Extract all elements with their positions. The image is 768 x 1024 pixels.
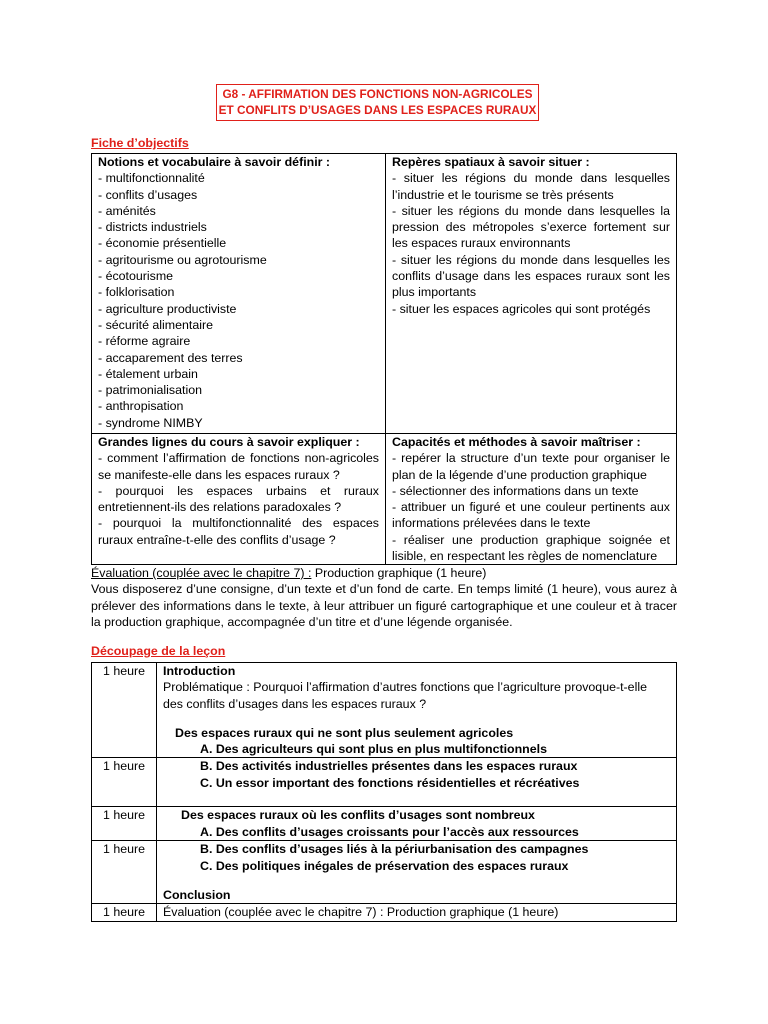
notions-item: - patrimonialisation: [98, 383, 202, 398]
table-row: [92, 904, 677, 921]
notions-item: - districts industriels: [98, 220, 207, 235]
notions-item: - écotourisme: [98, 269, 174, 284]
content-cell: [157, 663, 677, 758]
part-2c: C. Des politiques inégales de préservation des espaces ruraux: [200, 858, 569, 873]
content-cell: [157, 758, 677, 807]
introduction-label: Introduction: [163, 664, 236, 678]
capacites-item: - réaliser une production graphique soignée et lisible, en respectant les règles de nomenclature: [392, 532, 670, 564]
capacites-cell: [386, 434, 677, 565]
part-1b: B. Des activités industrielles présentes dans les espaces ruraux: [200, 759, 578, 774]
part-1-title: Des espaces ruraux qui ne sont plus seulement agricoles: [175, 725, 514, 740]
reperes-header: Repères spatiaux à savoir situer :: [392, 155, 590, 169]
reperes-cell: [386, 154, 677, 434]
objectives-table: [91, 153, 677, 565]
fiche-heading: Fiche d’objectifs: [91, 136, 189, 150]
grandes-lignes-item: - pourquoi les espaces urbains et ruraux entretiennent-ils des relations paradoxales ?: [98, 483, 379, 515]
grandes-lignes-header: Grandes lignes du cours à savoir expliquer :: [98, 435, 360, 449]
notions-item: - accaparement des terres: [98, 350, 243, 365]
part-2a: A. Des conflits d’usages croissants pour l’accès aux ressources: [200, 824, 579, 839]
title-line-1: G8 - AFFIRMATION DES FONCTIONS NON-AGRICOLES: [222, 87, 533, 101]
notions-item: - sécurité alimentaire: [98, 317, 214, 332]
evaluation-value: Production graphique (1 heure): [311, 566, 487, 580]
notions-item: - réforme agraire: [98, 334, 191, 349]
grandes-lignes-item: - comment l’affirmation de fonctions non-agricoles se manifeste-elle dans les espaces ruraux ?: [98, 451, 379, 482]
duration-cell: 1 heure: [92, 807, 157, 841]
notions-item: - multifonctionnalité: [98, 171, 205, 186]
part-1c: C. Un essor important des fonctions résidentielles et récréatives: [200, 775, 580, 790]
duration-cell: 1 heure: [92, 758, 157, 807]
table-row: [92, 841, 677, 904]
part-1a: A. Des agriculteurs qui sont plus en plus multifonctionnels: [200, 742, 547, 757]
notions-item: - syndrome NIMBY: [98, 415, 203, 430]
part-2-title: Des espaces ruraux où les conflits d’usages sont nombreux: [181, 808, 535, 823]
notions-item: - économie présentielle: [98, 236, 227, 251]
capacites-item: - sélectionner des informations dans un texte: [392, 483, 639, 498]
title-line-2: ET CONFLITS D’USAGES DANS LES ESPACES RURAUX: [218, 103, 537, 117]
capacites-header: Capacités et méthodes à savoir maîtriser :: [392, 435, 641, 449]
table-row: [92, 758, 677, 807]
notions-item: - folklorisation: [98, 285, 175, 300]
notions-cell: [92, 154, 386, 434]
notions-item: - agriculture productiviste: [98, 301, 237, 316]
content-cell: [157, 841, 677, 904]
notions-item: - anthropisation: [98, 399, 184, 414]
problematique-text: Problématique : Pourquoi l’affirmation d’autres fonctions que l’agriculture provoque-t-elle des conflits d’usages dans les espaces ruraux ?: [163, 680, 647, 711]
content-cell: Évaluation (couplée avec le chapitre 7) : Production graphique (1 heure): [157, 904, 677, 921]
notions-header: Notions et vocabulaire à savoir définir :: [98, 155, 331, 169]
document-title: [216, 84, 539, 121]
part-2b: B. Des conflits d’usages liés à la périurbanisation des campagnes: [200, 842, 589, 857]
grandes-lignes-cell: [92, 434, 386, 565]
table-row: [92, 807, 677, 841]
reperes-item: - situer les espaces agricoles qui sont protégés: [392, 301, 651, 316]
content-cell: [157, 807, 677, 841]
evaluation-label: Évaluation (couplée avec le chapitre 7) :: [91, 566, 312, 580]
evaluation-block: [91, 565, 677, 630]
duration-cell: 1 heure: [92, 841, 157, 904]
table-row: [92, 663, 677, 758]
grandes-lignes-item: - pourquoi la multifonctionnalité des espaces ruraux entraîne-t-elle des conflits d’usage ?: [98, 516, 379, 547]
evaluation-line: [91, 565, 677, 581]
capacites-item: - attribuer un figuré et une couleur pertinents aux informations prélevées dans le texte: [392, 500, 670, 531]
reperes-item: - situer les régions du monde dans lesquelles la pression des métropoles s’exerce fortement sur les espaces ruraux environnants: [392, 203, 670, 251]
capacites-item: - repérer la structure d’un texte pour organiser le plan de la légende d’une production graphique: [392, 451, 670, 482]
notions-item: - étalement urbain: [98, 366, 198, 381]
duration-cell: 1 heure: [92, 663, 157, 758]
lesson-table: [91, 662, 677, 922]
evaluation-text: Vous disposerez d’une consigne, d’un texte et d’un fond de carte. En temps limité (1 heure), vous aurez à prélever des informations dans le texte, à leur attribuer un figuré cartographique et une couleur et à tracer la production graphique, accompagnée d’un titre et d’une légende organisée.: [91, 582, 677, 629]
notions-item: - conflits d’usages: [98, 187, 198, 202]
conclusion-label: Conclusion: [163, 888, 231, 903]
decoupage-heading: Découpage de la leçon: [91, 644, 226, 658]
notions-item: - agritourisme ou agrotourisme: [98, 252, 267, 267]
duration-cell: 1 heure: [92, 904, 157, 921]
reperes-item: - situer les régions du monde dans lesquelles l’industrie et le tourisme se très présents: [392, 171, 670, 202]
notions-item: - aménités: [98, 203, 156, 218]
reperes-item: - situer les régions du monde dans lesquelles les conflits d’usage dans les espaces ruraux sont les plus importants: [392, 252, 670, 300]
